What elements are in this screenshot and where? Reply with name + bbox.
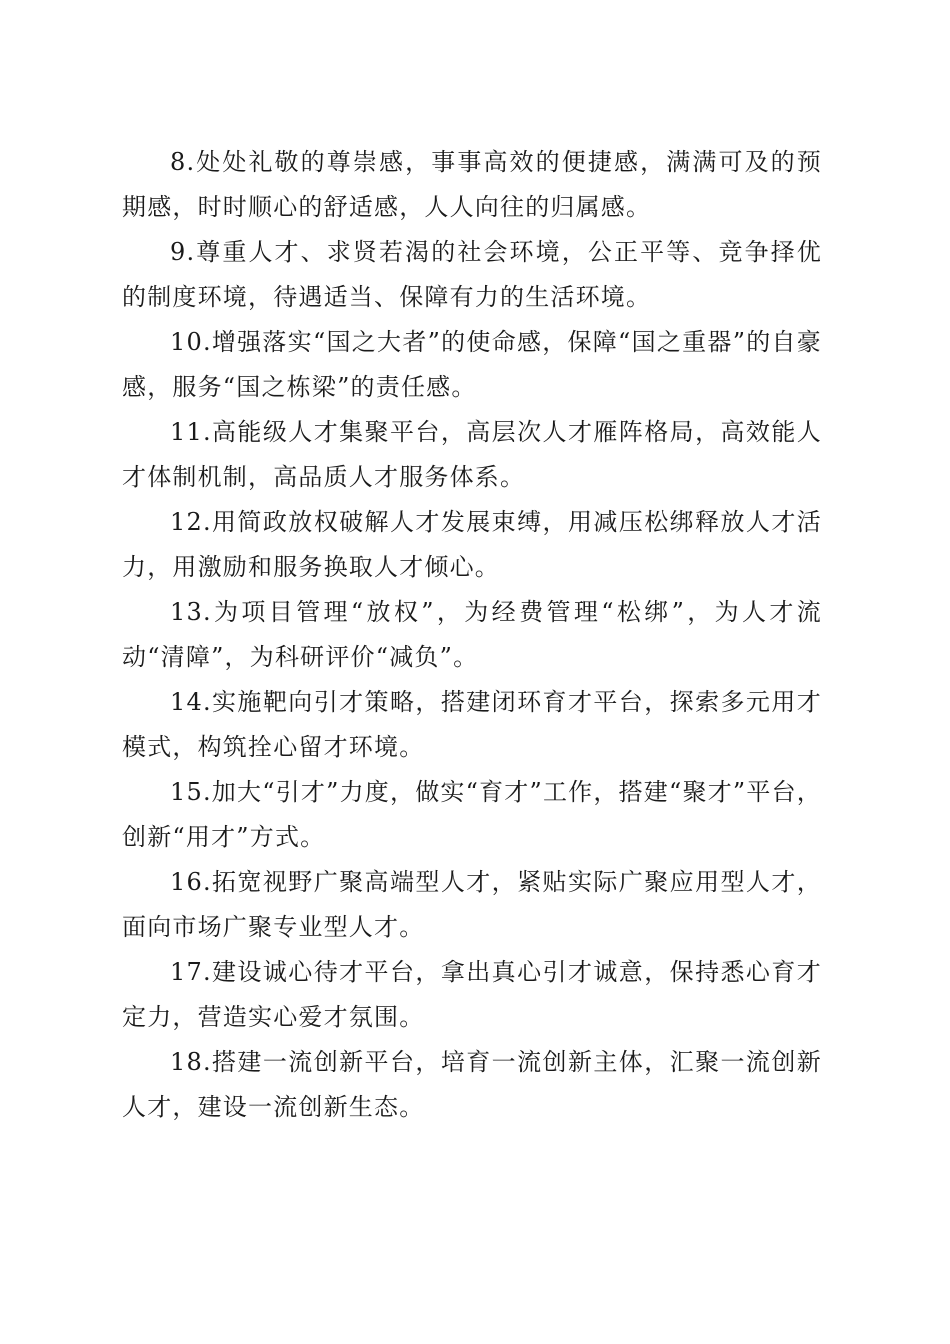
paragraph-number: 16. <box>170 868 212 896</box>
paragraph-text: 建设诚心待才平台，拿出真心引才诚意，保持悉心育才定力，营造实心爱才氛围。 <box>122 958 822 1031</box>
paragraph-9 <box>122 230 822 320</box>
paragraph-text: 处处礼敬的尊崇感，事事高效的便捷感，满满可及的预期感，时时顺心的舒适感，人人向往的归属感。 <box>122 148 822 221</box>
paragraph-16 <box>122 860 822 950</box>
paragraph-text: 增强落实“国之大者”的使命感，保障“国之重器”的自豪感，服务“国之栋梁”的责任感。 <box>122 328 822 401</box>
paragraph-number: 14. <box>170 688 212 716</box>
paragraph-13 <box>122 590 822 680</box>
paragraph-text: 用简政放权破解人才发展束缚，用减压松绑释放人才活力，用激励和服务换取人才倾心。 <box>122 508 822 581</box>
paragraph-text: 搭建一流创新平台，培育一流创新主体，汇聚一流创新人才，建设一流创新生态。 <box>122 1048 822 1121</box>
paragraph-12 <box>122 500 822 590</box>
paragraph-text: 加大“引才”力度，做实“育才”工作，搭建“聚才”平台，创新“用才”方式。 <box>122 778 822 851</box>
paragraph-number: 9. <box>170 238 196 266</box>
paragraph-text: 为项目管理“放权”，为经费管理“松绑”，为人才流动“清障”，为科研评价“减负”。 <box>122 598 822 671</box>
paragraph-number: 18. <box>170 1048 212 1076</box>
paragraph-18 <box>122 1040 822 1130</box>
paragraph-14 <box>122 680 822 770</box>
paragraph-number: 17. <box>170 958 212 986</box>
paragraph-10 <box>122 320 822 410</box>
paragraph-15 <box>122 770 822 860</box>
paragraph-number: 8. <box>170 148 196 176</box>
paragraph-text: 实施靶向引才策略，搭建闭环育才平台，探索多元用才模式，构筑拴心留才环境。 <box>122 688 822 761</box>
paragraph-8 <box>122 140 822 230</box>
paragraph-text: 尊重人才、求贤若渴的社会环境，公正平等、竞争择优的制度环境，待遇适当、保障有力的生活环境。 <box>122 238 822 311</box>
paragraph-number: 10. <box>170 328 212 356</box>
paragraph-text: 拓宽视野广聚高端型人才，紧贴实际广聚应用型人才，面向市场广聚专业型人才。 <box>122 868 822 941</box>
paragraph-number: 11. <box>170 418 212 446</box>
paragraph-17 <box>122 950 822 1040</box>
paragraph-number: 13. <box>170 598 212 626</box>
paragraph-number: 12. <box>170 508 212 536</box>
paragraph-text: 高能级人才集聚平台，高层次人才雁阵格局，高效能人才体制机制，高品质人才服务体系。 <box>122 418 822 491</box>
document-body <box>122 140 822 1130</box>
paragraph-11 <box>122 410 822 500</box>
paragraph-number: 15. <box>170 778 212 806</box>
